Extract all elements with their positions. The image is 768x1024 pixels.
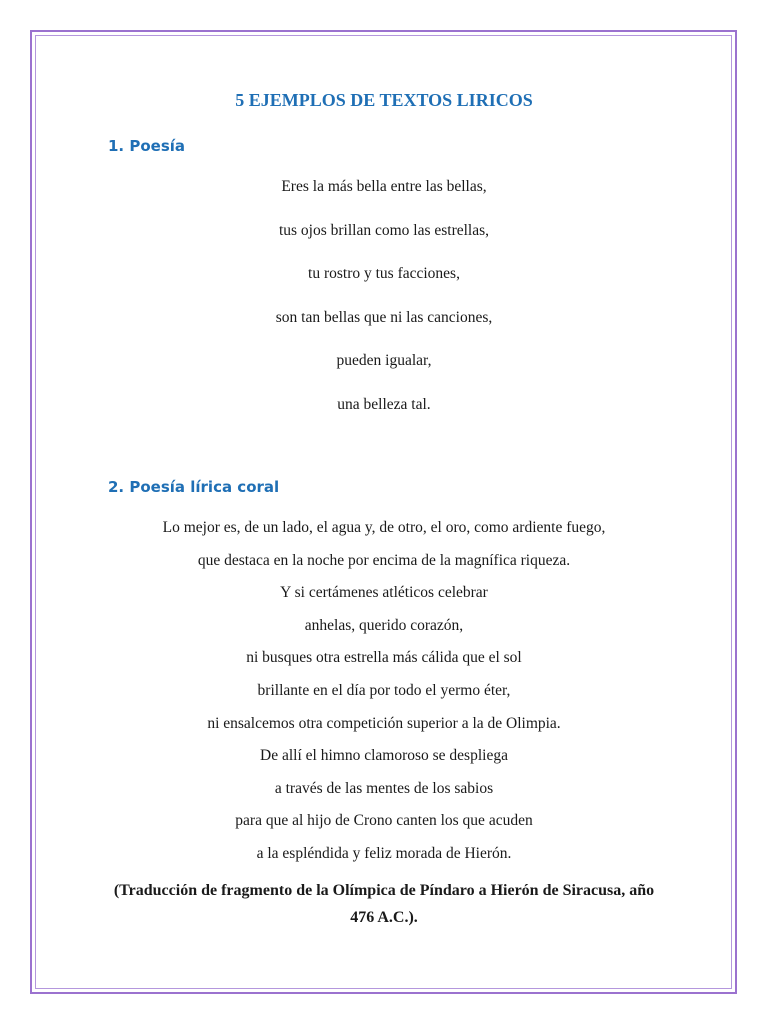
poem-line: Y si certámenes atléticos celebrar	[280, 584, 488, 602]
poem-line: a la espléndida y feliz morada de Hierón.	[256, 844, 512, 862]
poem-line: De allí el himno clamoroso se despliega	[260, 747, 508, 765]
poem-line: anhelas, querido corazón,	[304, 616, 464, 634]
poem-line: Eres la más bella entre las bellas,	[281, 178, 487, 195]
poem-line: Lo mejor es, de un lado, el agua y, de otro, el oro, como ardiente fuego,	[162, 519, 606, 536]
poem-line: una belleza tal.	[337, 395, 431, 413]
poem-line: son tan bellas que ni las canciones,	[275, 308, 493, 326]
translation-credit: (Traducción de fragmento de la Olímpica de Píndaro a Hierón de Siracusa, año 476 A.C.).	[113, 882, 655, 926]
poem-line: tu rostro y tus facciones,	[308, 265, 460, 282]
poem-line: tus ojos brillan como las estrellas,	[278, 221, 490, 239]
poem-line: a través de las mentes de los sabios	[274, 779, 494, 797]
poem-line: pueden igualar,	[336, 352, 432, 369]
poem-line: ni busques otra estrella más cálida que el sol	[246, 649, 522, 667]
section-heading-poesia: 1. Poesía	[108, 137, 186, 155]
section-heading-lirica-coral: 2. Poesía lírica coral	[108, 478, 280, 496]
poem-line: ni ensalcemos otra competición superior a la de Olimpia.	[207, 714, 561, 732]
poem-lirica-coral	[0, 518, 768, 877]
poem-line: brillante en el día por todo el yermo éter,	[257, 681, 511, 699]
poem-poesia	[0, 177, 768, 438]
poem-line: para que al hijo de Crono canten los que acuden	[235, 812, 533, 830]
page-title: 5 EJEMPLOS DE TEXTOS LIRICOS	[235, 90, 533, 110]
poem-line: que destaca en la noche por encima de la magnífica riqueza.	[197, 551, 571, 569]
